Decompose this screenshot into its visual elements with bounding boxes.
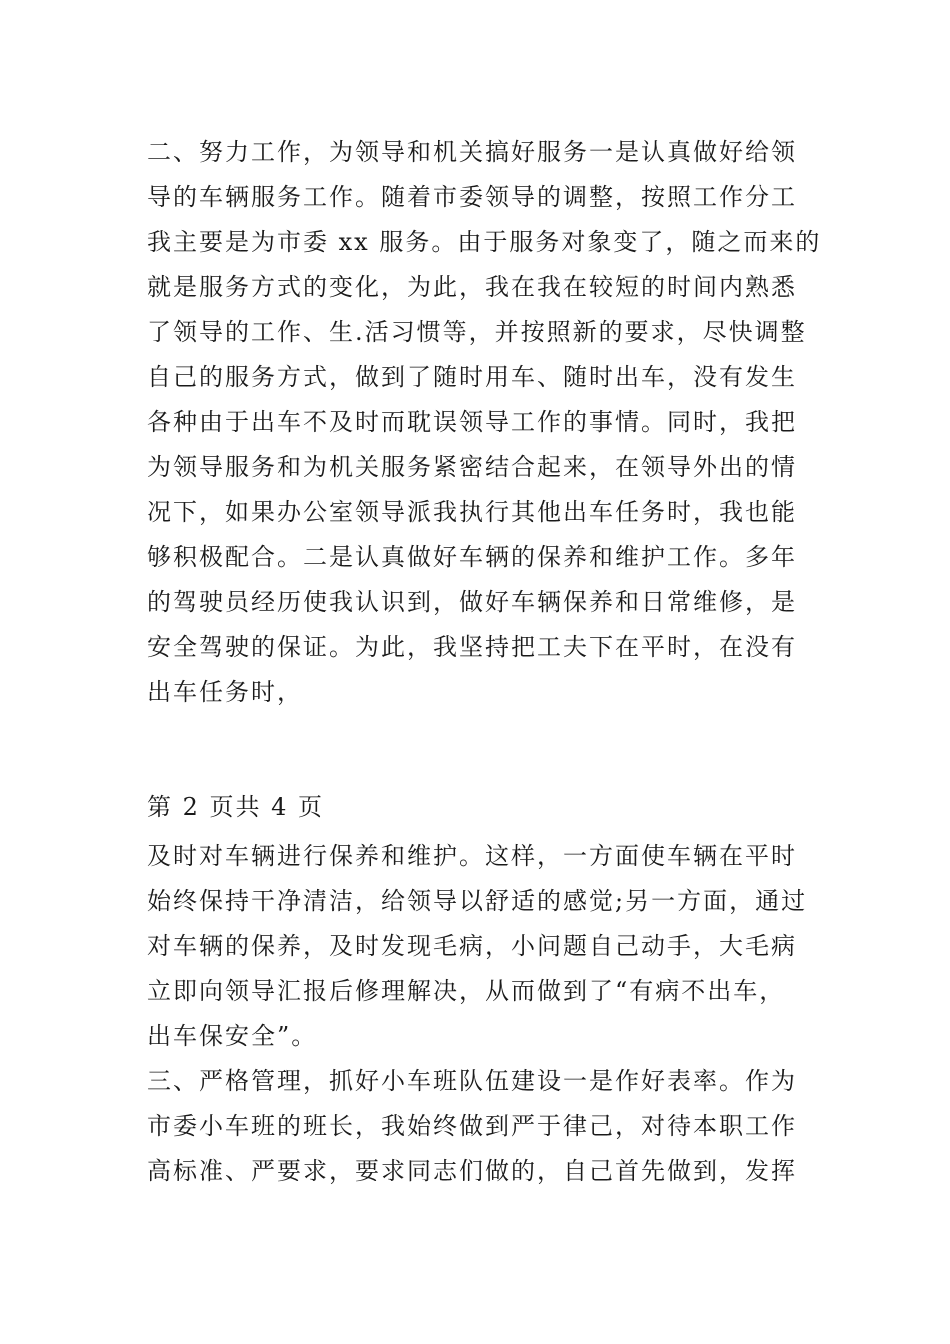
text-line: 我主要是为市委 xx 服务。由于服务对象变了，随之而来的 [147,228,822,256]
text-line: 三、严格管理，抓好小车班队伍建设一是作好表率。作为 [147,1067,797,1095]
text-line: 出车保安全”。 [147,1022,318,1050]
text-line: 况下，如果办公室领导派我执行其他出车任务时，我也能 [147,498,797,526]
text-line: 各种由于出车不及时而耽误领导工作的事情。同时，我把 [147,408,797,436]
text-line: 导的车辆服务工作。随着市委领导的调整，按照工作分工 [147,183,797,211]
text-line: 够积极配合。二是认真做好车辆的保养和维护工作。多年 [147,543,797,571]
section-two-paragraph [147,130,822,715]
text-line: 自己的服务方式，做到了随时用车、随时出车，没有发生 [147,363,797,391]
text-line: 及时对车辆进行保养和维护。这样，一方面使车辆在平时 [147,842,797,870]
text-line: 为领导服务和为机关服务紧密结合起来，在领导外出的情 [147,453,797,481]
text-line: 对车辆的保养，及时发现毛病，小问题自己动手，大毛病 [147,932,797,960]
continuation-paragraph [147,834,807,1194]
text-line: 始终保持干净清洁，给领导以舒适的感觉;另一方面，通过 [147,887,808,915]
text-line: 的驾驶员经历使我认识到，做好车辆保养和日常维修，是 [147,588,797,616]
text-line: 出车任务时， [147,678,303,706]
page-number-footer: 第 2 页共 4 页 [147,793,325,821]
text-line: 市委小车班的班长，我始终做到严于律己，对待本职工作 [147,1112,797,1140]
text-line: 立即向领导汇报后修理解决，从而做到了“有病不出车， [147,977,786,1005]
text-line: 就是服务方式的变化，为此，我在我在较短的时间内熟悉 [147,273,797,301]
text-line: 高标准、严要求，要求同志们做的，自己首先做到，发挥 [147,1157,797,1185]
text-line: 二、努力工作，为领导和机关搞好服务一是认真做好给领 [147,138,797,166]
text-line: 安全驾驶的保证。为此，我坚持把工夫下在平时，在没有 [147,633,797,661]
text-line: 了领导的工作、生.活习惯等，并按照新的要求，尽快调整 [147,318,807,346]
